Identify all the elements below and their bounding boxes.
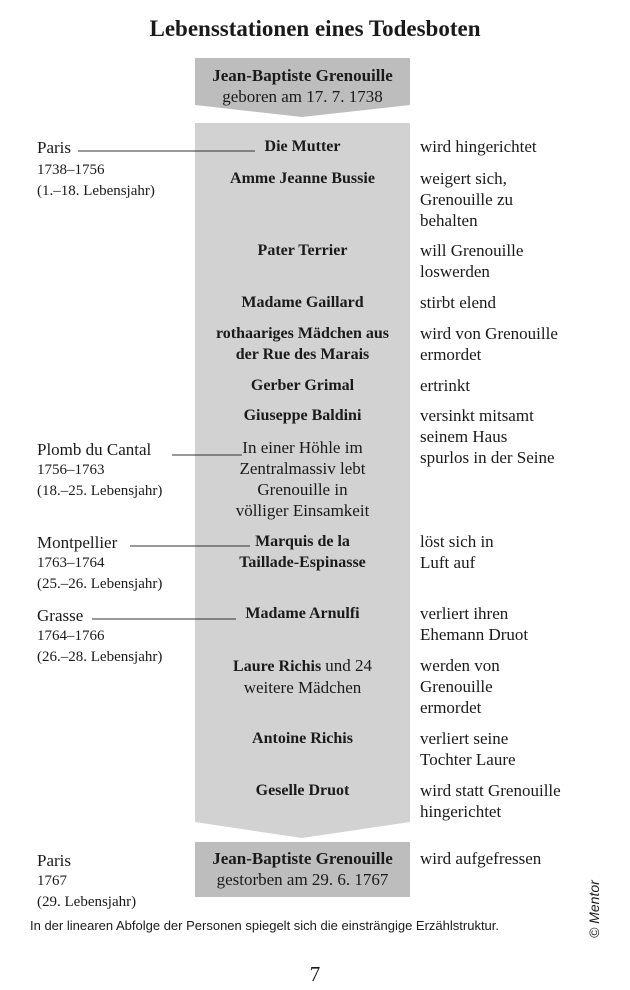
person-name <box>195 655 410 699</box>
person-fate: verliert seine Tochter Laure <box>420 729 516 769</box>
person-name-text: Amme Jeanne Bussie <box>230 170 375 187</box>
person-name <box>195 168 410 189</box>
birth-box <box>195 65 410 107</box>
station-place: Paris <box>37 138 71 157</box>
station-age: (1.–18. Lebensjahr) <box>37 183 155 199</box>
copyright-text: © Mentor <box>586 880 602 938</box>
person-fate: ertrinkt <box>420 376 471 395</box>
person-fate: weigert sich, Grenouille zu behalten <box>420 169 513 230</box>
person-name <box>195 323 410 365</box>
station-place: Montpellier <box>37 533 118 552</box>
death-box <box>195 848 410 890</box>
person-fate: wird statt Grenouille hingerichtet <box>420 781 561 821</box>
person-fate: werden von Grenouille ermordet <box>420 656 500 717</box>
person-name-text: Geselle Druot <box>255 782 350 799</box>
person-name <box>195 780 410 801</box>
person-name <box>195 292 410 313</box>
station-age: (25.–26. Lebensjahr) <box>37 576 163 592</box>
person-name <box>195 728 410 749</box>
person-name <box>195 603 410 624</box>
person-fate: stirbt elend <box>420 293 497 312</box>
station-years: 1738–1756 <box>37 162 105 178</box>
person-name-text: Die Mutter <box>264 138 341 155</box>
station-years: 1763–1764 <box>37 555 105 571</box>
person-name <box>195 240 410 261</box>
person-fate: verliert ihren Ehemann Druot <box>420 604 529 644</box>
cave-note-text: In einer Höhle im Zentralmassiv lebt Grenouille in völliger Einsamkeit <box>235 438 370 520</box>
station-age: (29. Lebensjahr) <box>37 894 137 910</box>
person-name <box>195 405 410 426</box>
person-fate: löst sich in Luft auf <box>420 532 494 572</box>
person-name-text: Madame Gaillard <box>241 294 364 311</box>
final-fate: wird aufgefressen <box>420 849 542 868</box>
page-title: Lebensstationen eines Todesboten <box>149 16 481 41</box>
person-fate: versinkt mitsamt seinem Haus spurlos in der Seine <box>420 406 555 467</box>
person-name-text: Gerber Grimal <box>250 377 355 394</box>
station-years: 1764–1766 <box>37 628 105 644</box>
page-number: 7 <box>309 962 321 986</box>
station-place: Plomb du Cantal <box>37 440 152 459</box>
station-age: (26.–28. Lebensjahr) <box>37 649 163 665</box>
person-name-text: Madame Arnulfi <box>245 605 360 622</box>
person-name-text: Giuseppe Baldini <box>243 407 362 424</box>
person-fate: wird von Grenouille ermordet <box>420 324 558 364</box>
person-name-text: rothaariges Mädchen aus der Rue des Marais <box>215 325 390 363</box>
station-age: (18.–25. Lebensjahr) <box>37 483 163 499</box>
birth-name: Jean-Baptiste Grenouille <box>212 66 393 85</box>
person-name <box>195 531 410 573</box>
death-date: gestorben am 29. 6. 1767 <box>216 870 389 889</box>
person-name-text: Laure Richis <box>233 658 322 675</box>
station-years: 1767 <box>37 873 67 889</box>
person-name-suffix: und 24 weitere Mädchen <box>243 656 372 697</box>
person-name-text: Pater Terrier <box>257 242 348 259</box>
person-name <box>195 375 410 396</box>
station-place: Paris <box>37 851 71 870</box>
station-place: Grasse <box>37 606 84 625</box>
person-name-text: Marquis de la Taillade-Espinasse <box>239 533 366 571</box>
person-fate: will Grenouille loswerden <box>420 241 524 281</box>
person-fate: wird hingerichtet <box>420 137 537 156</box>
cave-note <box>195 437 410 521</box>
caption: In der linearen Abfolge der Personen spiegelt sich die einsträngige Erzählstruktur. <box>30 918 500 933</box>
station-years: 1756–1763 <box>37 462 105 478</box>
birth-date: geboren am 17. 7. 1738 <box>222 87 383 106</box>
copyright-label <box>580 860 610 940</box>
person-name-text: Antoine Richis <box>252 730 353 747</box>
person-name <box>195 136 410 157</box>
death-name: Jean-Baptiste Grenouille <box>212 849 393 868</box>
